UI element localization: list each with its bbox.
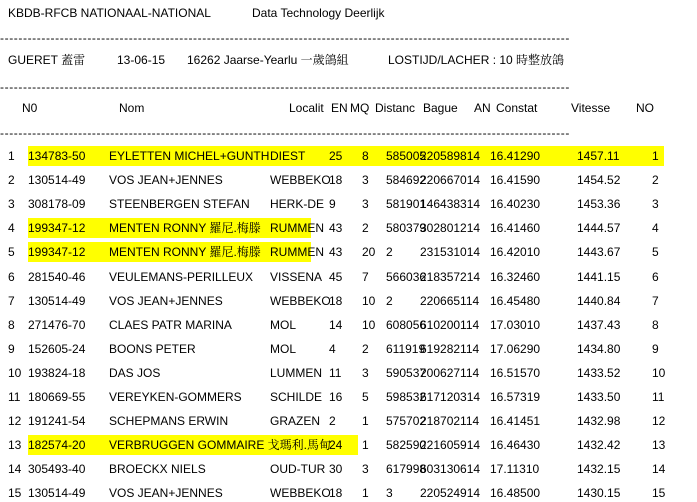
- col-mq: MQ: [350, 101, 370, 115]
- cell-distanc: 580379: [386, 221, 427, 235]
- cell-localit: RUMMEN: [270, 221, 324, 235]
- cell-mq: 10: [362, 294, 376, 308]
- cell-n0: 14: [8, 462, 22, 476]
- cell-vitesse: 1430.15: [577, 486, 621, 500]
- cell-mq: 1: [362, 486, 369, 500]
- cell-bague: 617120314: [420, 390, 481, 404]
- cell-id: 130514-49: [28, 486, 86, 500]
- cell-nom: VERBRUGGEN GOMMAIRE 戈瑪利.馬甸: [109, 438, 332, 452]
- cell-no: 12: [652, 414, 666, 428]
- table-row: [0, 462, 697, 476]
- cell-mq: 3: [362, 173, 369, 187]
- cell-distanc: 581901: [386, 197, 427, 211]
- release-time: LOSTIJD/LACHER : 10 時整放鴿: [388, 53, 565, 67]
- cell-nom: MENTEN RONNY 羅尼.梅滕: [109, 221, 261, 235]
- table-row: [0, 318, 697, 332]
- cell-localit: DIEST: [270, 149, 306, 163]
- cell-bague: 220589814: [420, 149, 481, 163]
- col-nom: Nom: [119, 101, 145, 115]
- cell-vitesse: 1432.42: [577, 438, 621, 452]
- cell-id: 134783-50: [28, 149, 86, 163]
- cell-distanc: 585005: [386, 149, 427, 163]
- cell-constat: 17.03010: [490, 318, 541, 332]
- cell-mq: 10: [362, 318, 376, 332]
- cell-localit: LUMMEN: [270, 366, 323, 380]
- cell-bague: 302801214: [420, 221, 481, 235]
- cell-n0: 5: [8, 245, 15, 259]
- table-row: [0, 366, 697, 380]
- cell-localit: MOL: [270, 318, 297, 332]
- cell-en: 43: [329, 221, 343, 235]
- cell-no: 11: [652, 390, 665, 404]
- cell-no: 1: [652, 149, 659, 163]
- cell-bague: 220667014: [420, 173, 481, 187]
- cell-no: 13: [652, 438, 666, 452]
- cell-mq: 1: [362, 414, 369, 428]
- cell-nom: MENTEN RONNY 羅尼.梅滕: [109, 245, 261, 259]
- cell-en: 9: [329, 197, 336, 211]
- cell-distanc: 3: [386, 486, 393, 500]
- cell-nom: VEULEMANS-PERILLEUX: [109, 270, 254, 284]
- separator-middle: ----------------------------------------------------------------------------------------------------------------------------: [0, 81, 570, 93]
- cell-bague: 220665114: [420, 294, 480, 308]
- cell-en: 4: [329, 342, 336, 356]
- col-an: AN: [474, 101, 491, 115]
- company-name: Data Technology Deerlijk: [252, 6, 385, 20]
- cell-n0: 10: [8, 366, 22, 380]
- cell-distanc: 617998: [386, 462, 427, 476]
- cell-constat: 16.41451: [490, 414, 541, 428]
- cell-bague: 603130614: [420, 462, 481, 476]
- cell-distanc: 582590: [386, 438, 427, 452]
- cell-constat: 17.06290: [490, 342, 541, 356]
- race-date: 13-06-15: [117, 53, 166, 67]
- table-row: [0, 390, 697, 404]
- table-row: [0, 486, 697, 500]
- cell-bague: 221605914: [420, 438, 481, 452]
- cell-n0: 12: [8, 414, 22, 428]
- cell-en: 11: [329, 366, 342, 380]
- cell-no: 7: [652, 294, 659, 308]
- table-row: [0, 342, 697, 356]
- cell-en: 30: [329, 462, 343, 476]
- col-distanc: Distanc: [375, 101, 416, 115]
- cell-constat: 16.51570: [490, 366, 541, 380]
- table-row: [0, 245, 697, 259]
- separator-top: ----------------------------------------------------------------------------------------------------------------------------: [0, 32, 570, 44]
- cell-n0: 4: [8, 221, 15, 235]
- cell-en: 25: [329, 149, 343, 163]
- cell-constat: 16.41460: [490, 221, 541, 235]
- cell-nom: DAS JOS: [109, 366, 161, 380]
- cell-vitesse: 1432.98: [577, 414, 621, 428]
- cell-distanc: 584692: [386, 173, 427, 187]
- cell-mq: 8: [362, 149, 369, 163]
- cell-vitesse: 1457.11: [577, 149, 620, 163]
- cell-vitesse: 1433.52: [577, 366, 621, 380]
- cell-distanc: 2: [386, 294, 393, 308]
- separator-bottom: ----------------------------------------------------------------------------------------------------------------------------: [0, 127, 570, 139]
- cell-bague: 200627114: [420, 366, 480, 380]
- cell-bague: 619282114: [420, 342, 480, 356]
- cell-vitesse: 1437.43: [577, 318, 621, 332]
- cell-id: 281540-46: [28, 270, 86, 284]
- cell-en: 14: [329, 318, 343, 332]
- cell-mq: 2: [362, 342, 369, 356]
- cell-mq: 20: [362, 245, 376, 259]
- cell-nom: STEENBERGEN STEFAN: [109, 197, 250, 211]
- cell-id: 193824-18: [28, 366, 86, 380]
- cell-n0: 7: [8, 294, 15, 308]
- cell-vitesse: 1454.52: [577, 173, 621, 187]
- cell-n0: 6: [8, 270, 15, 284]
- cell-id: 199347-12: [28, 221, 86, 235]
- cell-n0: 2: [8, 173, 15, 187]
- cell-distanc: 608056: [386, 318, 427, 332]
- cell-constat: 16.32460: [490, 270, 541, 284]
- cell-id: 271476-70: [28, 318, 86, 332]
- cell-constat: 16.41290: [490, 149, 541, 163]
- cell-mq: 7: [362, 270, 369, 284]
- cell-vitesse: 1443.67: [577, 245, 621, 259]
- cell-n0: 15: [8, 486, 22, 500]
- cell-localit: WEBBEKO: [270, 294, 331, 308]
- cell-no: 15: [652, 486, 666, 500]
- cell-n0: 13: [8, 438, 22, 452]
- cell-nom: CLAES PATR MARINA: [109, 318, 232, 332]
- cell-constat: 16.57319: [490, 390, 541, 404]
- cell-vitesse: 1432.15: [577, 462, 621, 476]
- cell-nom: VOS JEAN+JENNES: [109, 173, 223, 187]
- table-row: [0, 414, 697, 428]
- table-row: [0, 221, 697, 235]
- cell-bague: 231531014: [420, 245, 481, 259]
- cell-distanc: 566036: [386, 270, 427, 284]
- cell-nom: BROECKX NIELS: [109, 462, 206, 476]
- cell-constat: 17.11310: [490, 462, 540, 476]
- cell-localit: WEBBEKO: [270, 486, 331, 500]
- cell-localit: RUMMEN: [270, 245, 324, 259]
- cell-localit: HERK-DE: [270, 197, 325, 211]
- cell-localit: VISSENA: [270, 270, 323, 284]
- cell-n0: 1: [8, 149, 15, 163]
- cell-en: 18: [329, 294, 343, 308]
- cell-n0: 11: [8, 390, 21, 404]
- cell-n0: 3: [8, 197, 15, 211]
- cell-id: 152605-24: [28, 342, 86, 356]
- cell-localit: SCHILDE: [270, 390, 323, 404]
- cell-n0: 9: [8, 342, 15, 356]
- cell-vitesse: 1453.36: [577, 197, 621, 211]
- cell-vitesse: 1433.50: [577, 390, 621, 404]
- cell-nom: BOONS PETER: [109, 342, 196, 356]
- cell-constat: 16.48500: [490, 486, 541, 500]
- col-localit: Localit: [289, 101, 324, 115]
- cell-mq: 1: [362, 438, 369, 452]
- cell-constat: 16.41590: [490, 173, 541, 187]
- cell-no: 10: [652, 366, 666, 380]
- cell-en: 24: [329, 438, 343, 452]
- cell-en: 43: [329, 245, 343, 259]
- cell-mq: 2: [362, 221, 369, 235]
- cell-id: 308178-09: [28, 197, 86, 211]
- cell-id: 191241-54: [28, 414, 86, 428]
- cell-id: 305493-40: [28, 462, 86, 476]
- cell-n0: 8: [8, 318, 15, 332]
- cell-en: 18: [329, 486, 343, 500]
- cell-bague: 218357214: [420, 270, 481, 284]
- cell-id: 130514-49: [28, 173, 86, 187]
- cell-no: 5: [652, 245, 659, 259]
- cell-en: 45: [329, 270, 343, 284]
- cell-bague: 146438314: [420, 197, 481, 211]
- cell-vitesse: 1440.84: [577, 294, 621, 308]
- cell-distanc: 590537: [386, 366, 427, 380]
- cell-vitesse: 1441.15: [577, 270, 621, 284]
- cell-bague: 220524914: [420, 486, 481, 500]
- cell-en: 2: [329, 414, 336, 428]
- cell-nom: VOS JEAN+JENNES: [109, 294, 223, 308]
- cell-localit: OUD-TUR: [270, 462, 326, 476]
- cell-nom: VEREYKEN-GOMMERS: [109, 390, 242, 404]
- cell-id: 199347-12: [28, 245, 86, 259]
- cell-mq: 5: [362, 390, 369, 404]
- cell-constat: 16.46430: [490, 438, 541, 452]
- cell-vitesse: 1444.57: [577, 221, 621, 235]
- cell-no: 6: [652, 270, 659, 284]
- table-row: [0, 149, 697, 163]
- cell-nom: VOS JEAN+JENNES: [109, 486, 223, 500]
- table-row: [0, 197, 697, 211]
- race-location: GUERET 蓋雷: [8, 53, 86, 67]
- cell-mq: 3: [362, 366, 369, 380]
- col-vitesse: Vitesse: [571, 101, 611, 115]
- table-row: [0, 438, 697, 452]
- cell-no: 4: [652, 221, 659, 235]
- cell-distanc: 598532: [386, 390, 427, 404]
- cell-localit: WEBBEKO: [270, 173, 331, 187]
- cell-nom: SCHEPMANS ERWIN: [109, 414, 229, 428]
- cell-localit: GRAZEN: [270, 414, 321, 428]
- cell-distanc: 611919: [386, 342, 426, 356]
- cell-bague: 610200114: [420, 318, 480, 332]
- col-n0: N0: [22, 101, 38, 115]
- cell-no: 8: [652, 318, 659, 332]
- cell-no: 3: [652, 197, 659, 211]
- cell-mq: 3: [362, 462, 369, 476]
- col-no: NO: [636, 101, 654, 115]
- table-row: [0, 270, 697, 284]
- cell-no: 9: [652, 342, 659, 356]
- cell-distanc: 2: [386, 245, 393, 259]
- cell-en: 18: [329, 173, 343, 187]
- cell-distanc: 575702: [386, 414, 427, 428]
- table-row: [0, 173, 697, 187]
- cell-id: 130514-49: [28, 294, 86, 308]
- col-bague: Bague: [423, 101, 458, 115]
- cell-localit: MOL: [270, 342, 297, 356]
- cell-mq: 3: [362, 197, 369, 211]
- organization-title: KBDB-RFCB NATIONAAL-NATIONAL: [8, 6, 211, 20]
- table-row: [0, 294, 697, 308]
- cell-nom: EYLETTEN MICHEL+GUNTH: [109, 149, 270, 163]
- cell-no: 14: [652, 462, 666, 476]
- cell-en: 16: [329, 390, 343, 404]
- cell-vitesse: 1434.80: [577, 342, 621, 356]
- cell-constat: 16.40230: [490, 197, 541, 211]
- col-en: EN: [331, 101, 348, 115]
- race-info: 16262 Jaarse-Yearlu 一歲鴿組: [187, 53, 349, 67]
- cell-id: 180669-55: [28, 390, 86, 404]
- cell-bague: 218702114: [420, 414, 480, 428]
- cell-constat: 16.42010: [490, 245, 541, 259]
- cell-no: 2: [652, 173, 659, 187]
- cell-constat: 16.45480: [490, 294, 541, 308]
- cell-id: 182574-20: [28, 438, 86, 452]
- col-constat: Constat: [496, 101, 538, 115]
